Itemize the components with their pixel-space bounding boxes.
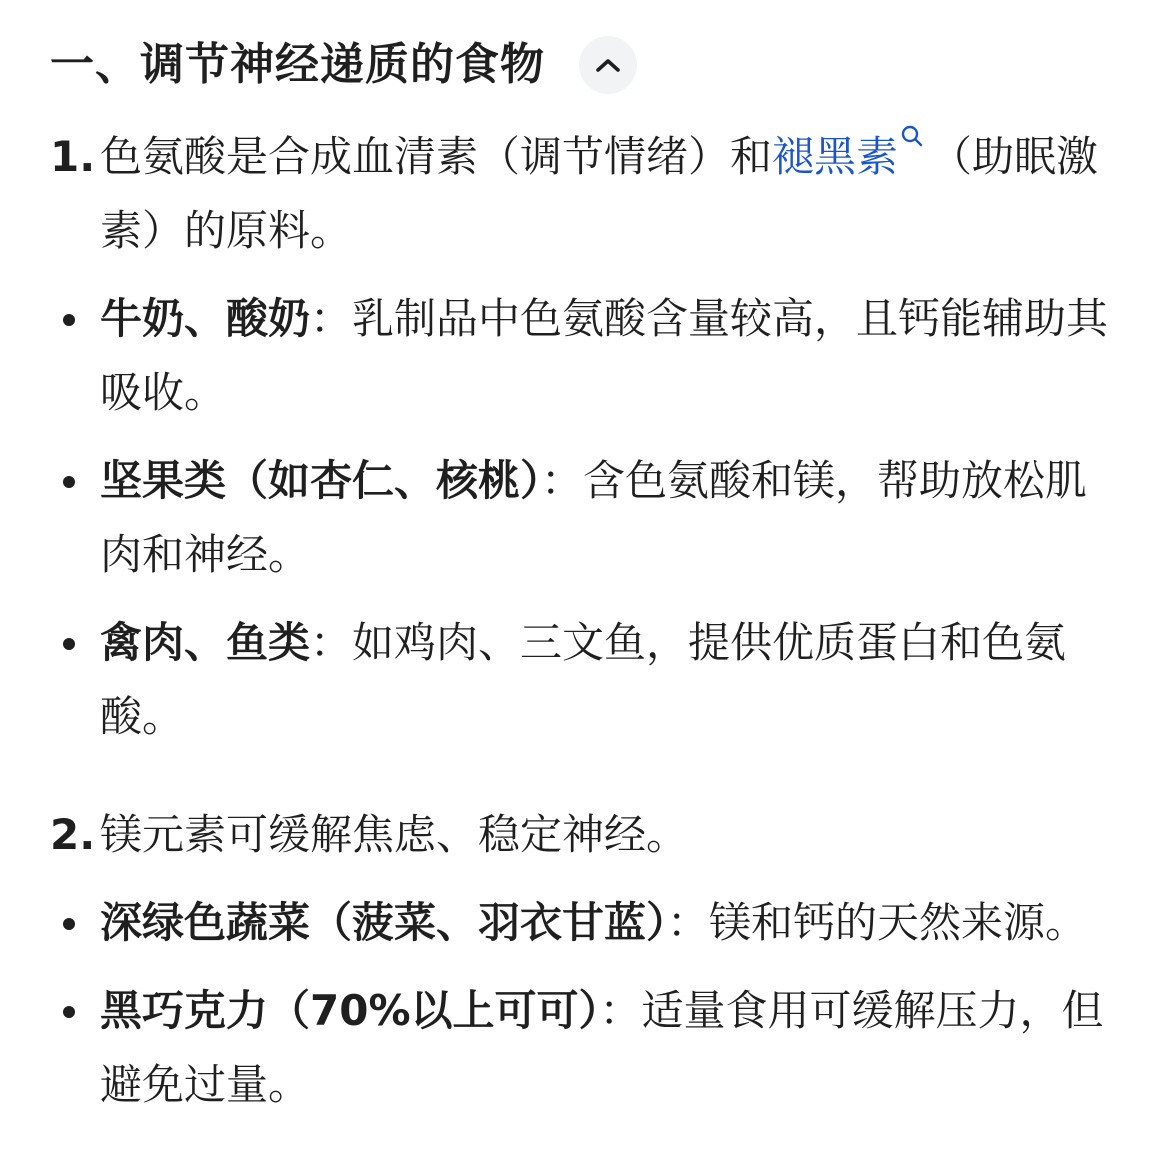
- bullet-text: ：含色氨酸和镁，帮助放松肌肉和神经。: [100, 456, 1088, 579]
- list-item: [50, 606, 1125, 754]
- item-number: 2.: [50, 810, 96, 859]
- item-number: 1.: [50, 132, 96, 181]
- bullet-text: ：乳制品中色氨酸含量较高，且钙能辅助其吸收。: [100, 294, 1109, 417]
- bullet-list-2: [50, 886, 1125, 1122]
- bullet-title: 禽肉、鱼类: [100, 618, 311, 667]
- bullet-dot: [50, 974, 100, 1048]
- list-item: [50, 444, 1125, 592]
- item-text: 镁元素可缓解焦虑、稳定神经。: [100, 810, 689, 859]
- bullet-title: 黑巧克力（70%以上可可）: [100, 986, 600, 1035]
- bullet-dot: [50, 886, 100, 960]
- answer-content: [50, 30, 1125, 1122]
- bullet-title: 深绿色蔬菜（菠菜、羽衣甘蓝）: [100, 898, 668, 947]
- search-icon[interactable]: [900, 124, 924, 148]
- chevron-up-icon: [595, 57, 621, 73]
- item-text: [100, 120, 1125, 268]
- numbered-item-2: [50, 798, 1125, 872]
- list-item: [50, 974, 1125, 1122]
- bullet-text: ：适量食用可缓解压力，但避免过量。: [100, 986, 1104, 1109]
- bullet-dot: [50, 444, 100, 518]
- section-header: [50, 30, 1125, 100]
- bullet-text: ：如鸡肉、三文鱼，提供优质蛋白和色氨酸。: [100, 618, 1067, 741]
- numbered-item-1: [50, 120, 1125, 268]
- bullet-title: 坚果类（如杏仁、核桃）: [100, 456, 542, 505]
- bullet-list-1: [50, 282, 1125, 754]
- bullet-dot: [50, 282, 100, 356]
- list-item: [50, 282, 1125, 430]
- list-item: [50, 886, 1125, 960]
- melatonin-link[interactable]: 褪黑素: [772, 132, 899, 181]
- item-text-before: 色氨酸是合成血清素（调节情绪）和: [100, 132, 773, 181]
- bullet-text: ：镁和钙的天然来源。: [667, 898, 1088, 947]
- item-text-after: （助眠激素）的原料。: [100, 132, 1099, 255]
- section-heading: 一、调节神经递质的食物: [50, 39, 545, 90]
- collapse-button[interactable]: [579, 36, 637, 94]
- bullet-dot: [50, 606, 100, 680]
- bullet-title: 牛奶、酸奶: [100, 294, 311, 343]
